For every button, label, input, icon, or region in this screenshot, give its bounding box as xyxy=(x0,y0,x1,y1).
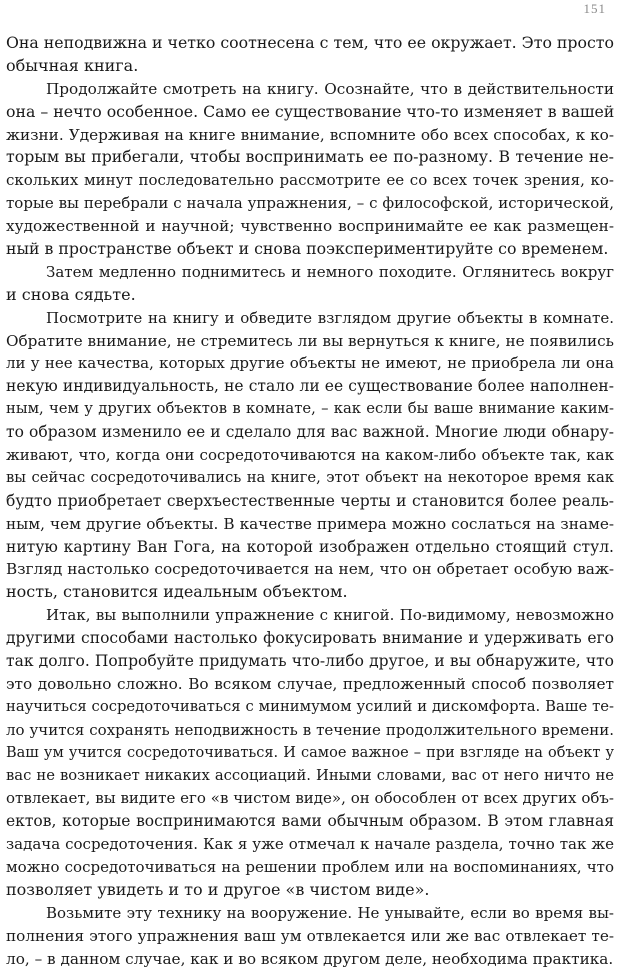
text-line: Ваш ум учится сосредоточиваться. И самое важное – при взгляде на объект у xyxy=(6,744,614,761)
text-line: она – нечто особенное. Само ее существование что-то изменяет в вашей xyxy=(6,101,614,121)
text-line: Взгляд настолько сосредоточивается на нем, что он обретает особую важ- xyxy=(6,560,614,579)
text-line: вас не возникает никаких ассоциаций. Иными словами, вас от него ничто не xyxy=(6,766,614,784)
text-line: это довольно сложно. Во всяком случае, предложенный способ позволяет xyxy=(6,674,614,693)
text-line: будто приобретает сверхъестественные черты и становится более реаль- xyxy=(6,491,614,510)
text-line: ло учится сохранять неподвижность в течение продолжительного времени. xyxy=(6,720,614,739)
text-line: то образом изменило ее и сделало для вас важной. Многие люди обнару- xyxy=(6,423,614,442)
paragraph xyxy=(6,32,614,78)
text-line: ло, – в данном случае, как и во всяком другом деле, необходима практика. xyxy=(6,949,614,968)
text-line: так долго. Попробуйте придумать что-либо другое, и вы обнаружите, что xyxy=(6,652,614,671)
text-line: полнения этого упражнения ваш ум отвлекается или же вас отвлекает те- xyxy=(6,926,614,945)
text-line: другими способами настолько фокусировать внимание и удерживать его xyxy=(6,629,614,648)
body-text xyxy=(6,32,614,971)
text-line: ность, становится идеальным объектом. xyxy=(6,582,348,602)
paragraph xyxy=(6,261,614,307)
text-line: отвлекает, вы видите его «в чистом виде», он обособлен от всех других объ- xyxy=(6,789,614,808)
text-line: Возьмите эту технику на вооружение. Не унывайте, если во время вы- xyxy=(46,903,614,922)
text-line: ный в пространстве объект и снова поэкспериментируйте со временем. xyxy=(6,239,609,259)
text-line: нитую картину Ван Гога, на которой изображен отдельно стоящий стул. xyxy=(6,537,614,556)
text-line: обычная книга. xyxy=(6,55,139,75)
paragraph xyxy=(6,604,614,902)
text-line: Обратите внимание, не стремитесь ли вы вернуться к книге, не появились xyxy=(6,331,614,350)
text-line: научиться сосредоточиваться с минимумом усилий и дискомфорта. Ваше те- xyxy=(6,697,614,715)
text-line: Продолжайте смотреть на книгу. Осознайте, что в действительности xyxy=(46,79,614,98)
text-line: позволяет увидеть и то и другое «в чистом виде». xyxy=(6,879,430,899)
text-line: художественной и научной; чувственно воспринимайте ее как размещен- xyxy=(6,217,614,236)
text-line: ли у нее качества, которых другие объекты не имеют, не приобрела ли она xyxy=(6,354,614,373)
text-line: торые вы перебрали с начала упражнения, – с философской, исторической, xyxy=(6,194,614,213)
text-line: Посмотрите на книгу и обведите взглядом другие объекты в комнате. xyxy=(46,308,614,327)
paragraph xyxy=(6,78,614,261)
text-line: торым вы прибегали, чтобы воспринимать ее по-разному. В течение не- xyxy=(6,147,614,167)
text-line: ным, чем другие объекты. В качестве примера можно сослаться на знаме- xyxy=(6,514,614,533)
text-line: задача сосредоточения. Как я уже отмечал к начале раздела, точно так же xyxy=(6,835,614,854)
paragraph xyxy=(6,902,614,971)
text-line: вы сейчас сосредоточивались на книге, этот объект на некоторое время как xyxy=(6,468,614,486)
text-line: Затем медленно поднимитесь и немного походите. Оглянитесь вокруг xyxy=(46,262,614,281)
text-line: можно сосредоточиваться на решении проблем или на воспоминаниях, что xyxy=(6,858,614,877)
text-line: Она неподвижна и четко соотнесена с тем, что ее окружает. Это просто xyxy=(6,33,614,52)
text-line: ектов, которые воспринимаются вами обычным образом. В этом главная xyxy=(6,812,614,831)
text-line: и снова сядьте. xyxy=(6,284,136,304)
page-number: 151 xyxy=(583,1,606,16)
text-line: ным, чем у других объектов в комнате, – как если бы ваше внимание каким- xyxy=(6,400,614,418)
text-line: жизни. Удерживая на книге внимание, вспомните обо всех способах, к ко- xyxy=(6,125,614,144)
text-line: некую индивидуальность, не стало ли ее существование более наполнен- xyxy=(6,377,614,396)
text-line: скольких минут последовательно рассмотрите ее со всех точек зрения, ко- xyxy=(6,171,614,190)
text-line: живают, что, когда они сосредоточиваются на каком-либо объекте так, как xyxy=(6,446,614,465)
text-line: Итак, вы выполнили упражнение с книгой. По-видимому, невозможно xyxy=(46,606,614,625)
paragraph xyxy=(6,307,614,605)
